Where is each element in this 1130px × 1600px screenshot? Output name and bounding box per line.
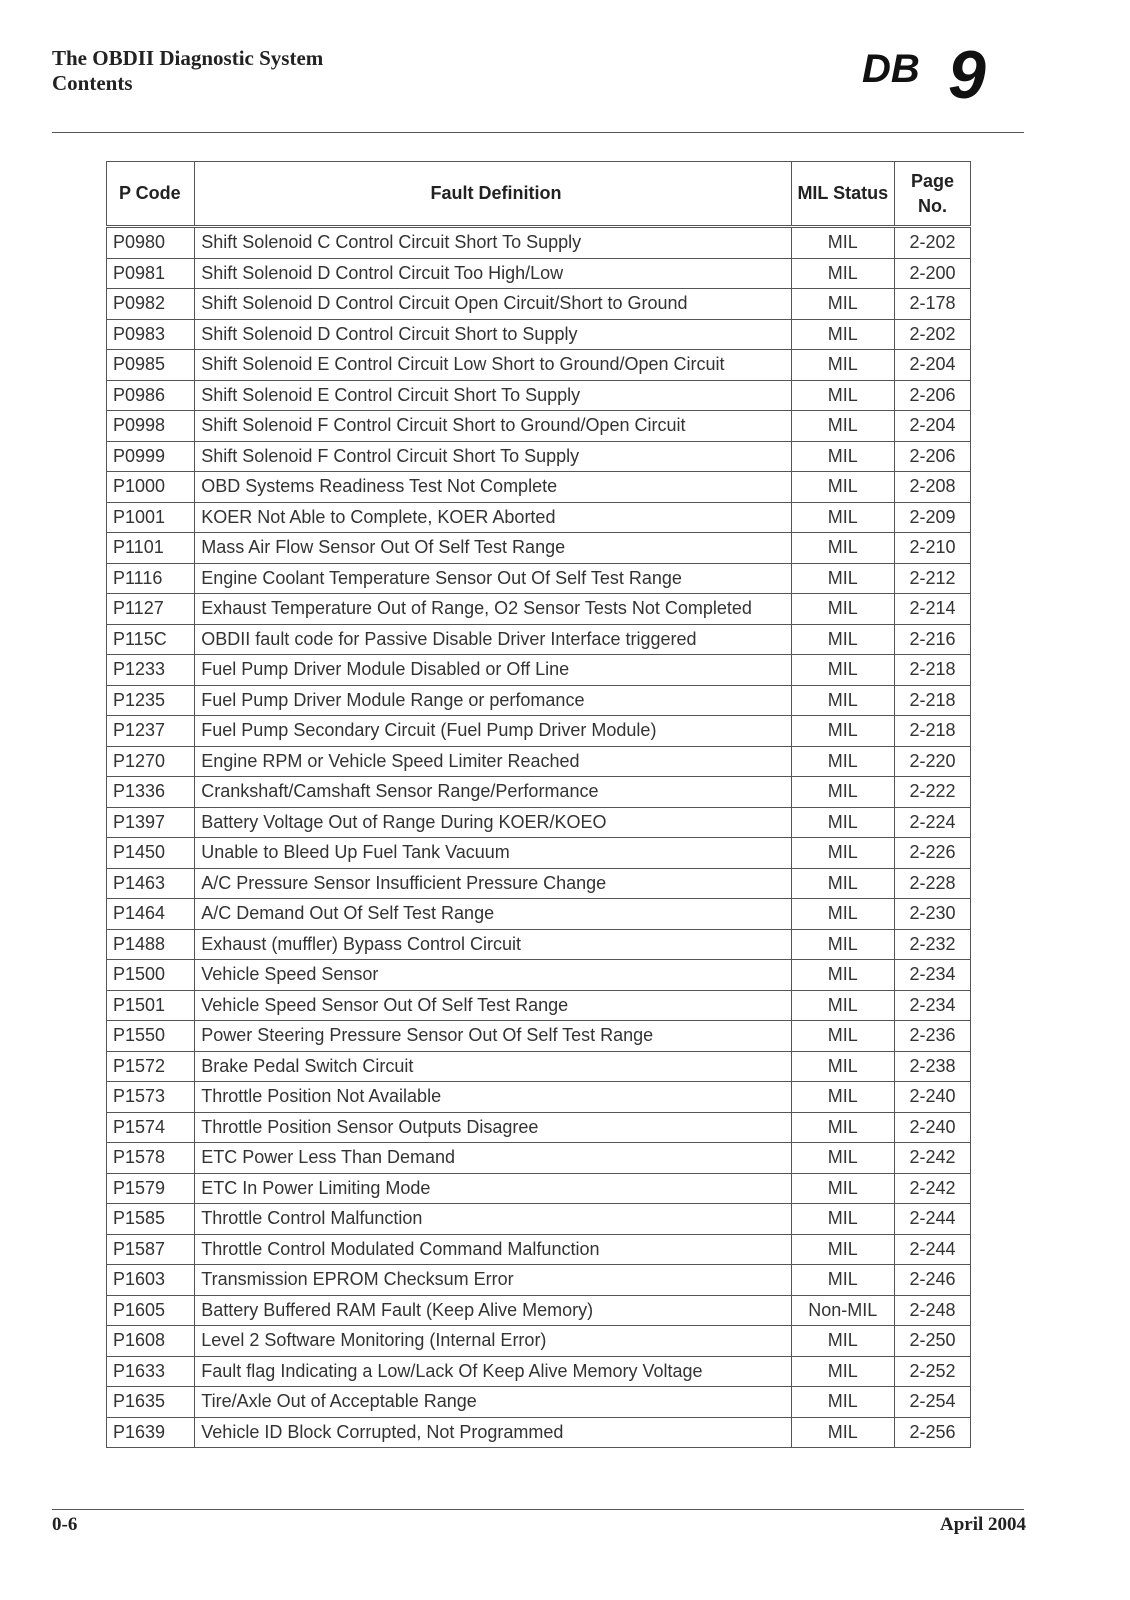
table-row — [107, 1173, 971, 1204]
cell-mil-status: MIL — [791, 350, 894, 381]
cell-mil-status: MIL — [791, 594, 894, 625]
cell-p-code: P1608 — [107, 1326, 195, 1357]
table-row — [107, 380, 971, 411]
table-row — [107, 1265, 971, 1296]
header-page-line-2: No. — [917, 195, 947, 216]
cell-fault-definition: Unable to Bleed Up Fuel Tank Vacuum — [195, 838, 791, 869]
header-p-code: P Code — [107, 162, 195, 227]
cell-mil-status: MIL — [791, 472, 894, 503]
cell-p-code: P1573 — [107, 1082, 195, 1113]
cell-fault-definition: Fault flag Indicating a Low/Lack Of Keep Alive Memory Voltage — [195, 1356, 791, 1387]
table-row — [107, 1295, 971, 1326]
cell-mil-status: MIL — [791, 1326, 894, 1357]
table-row — [107, 472, 971, 503]
table-row — [107, 1051, 971, 1082]
table-row — [107, 350, 971, 381]
table-row — [107, 1112, 971, 1143]
cell-fault-definition: Exhaust Temperature Out of Range, O2 Sensor Tests Not Completed — [195, 594, 791, 625]
cell-page-no: 2-218 — [894, 716, 970, 747]
table-row — [107, 1417, 971, 1448]
cell-p-code: P1550 — [107, 1021, 195, 1052]
cell-mil-status: MIL — [791, 319, 894, 350]
cell-p-code: P0981 — [107, 258, 195, 289]
cell-fault-definition: Shift Solenoid F Control Circuit Short To Supply — [195, 441, 791, 472]
table-row — [107, 777, 971, 808]
cell-page-no: 2-202 — [894, 319, 970, 350]
cell-page-no: 2-244 — [894, 1204, 970, 1235]
cell-p-code: P115C — [107, 624, 195, 655]
cell-page-no: 2-236 — [894, 1021, 970, 1052]
cell-page-no: 2-228 — [894, 868, 970, 899]
cell-p-code: P1633 — [107, 1356, 195, 1387]
title-line-2: Contents — [52, 71, 133, 95]
cell-fault-definition: Vehicle Speed Sensor — [195, 960, 791, 991]
cell-p-code: P1488 — [107, 929, 195, 960]
cell-p-code: P1127 — [107, 594, 195, 625]
cell-p-code: P1397 — [107, 807, 195, 838]
logo-db-text: DB — [862, 47, 920, 91]
table-row — [107, 1387, 971, 1418]
table-row — [107, 990, 971, 1021]
cell-mil-status: MIL — [791, 1234, 894, 1265]
cell-p-code: P1635 — [107, 1387, 195, 1418]
cell-fault-definition: Crankshaft/Camshaft Sensor Range/Performance — [195, 777, 791, 808]
cell-p-code: P1501 — [107, 990, 195, 1021]
cell-mil-status: MIL — [791, 746, 894, 777]
cell-fault-definition: ETC In Power Limiting Mode — [195, 1173, 791, 1204]
cell-p-code: P1639 — [107, 1417, 195, 1448]
cell-fault-definition: Shift Solenoid E Control Circuit Short To Supply — [195, 380, 791, 411]
cell-p-code: P1336 — [107, 777, 195, 808]
cell-p-code: P1572 — [107, 1051, 195, 1082]
cell-mil-status: MIL — [791, 868, 894, 899]
cell-fault-definition: Vehicle Speed Sensor Out Of Self Test Range — [195, 990, 791, 1021]
cell-page-no: 2-240 — [894, 1082, 970, 1113]
cell-mil-status: MIL — [791, 1204, 894, 1235]
cell-p-code: P0983 — [107, 319, 195, 350]
cell-fault-definition: Exhaust (muffler) Bypass Control Circuit — [195, 929, 791, 960]
cell-fault-definition: Tire/Axle Out of Acceptable Range — [195, 1387, 791, 1418]
db9-logo — [862, 44, 1030, 106]
cell-mil-status: MIL — [791, 807, 894, 838]
table-row — [107, 289, 971, 320]
table-row — [107, 685, 971, 716]
cell-page-no: 2-230 — [894, 899, 970, 930]
cell-page-no: 2-209 — [894, 502, 970, 533]
cell-mil-status: MIL — [791, 1387, 894, 1418]
cell-fault-definition: Shift Solenoid D Control Circuit Too High/Low — [195, 258, 791, 289]
cell-p-code: P0985 — [107, 350, 195, 381]
cell-page-no: 2-206 — [894, 441, 970, 472]
cell-fault-definition: Throttle Control Malfunction — [195, 1204, 791, 1235]
cell-fault-definition: OBD Systems Readiness Test Not Complete — [195, 472, 791, 503]
cell-page-no: 2-214 — [894, 594, 970, 625]
cell-p-code: P1574 — [107, 1112, 195, 1143]
cell-p-code: P1450 — [107, 838, 195, 869]
cell-p-code: P1587 — [107, 1234, 195, 1265]
cell-p-code: P1578 — [107, 1143, 195, 1174]
cell-fault-definition: A/C Demand Out Of Self Test Range — [195, 899, 791, 930]
cell-mil-status: MIL — [791, 1021, 894, 1052]
cell-fault-definition: Throttle Position Sensor Outputs Disagree — [195, 1112, 791, 1143]
cell-mil-status: MIL — [791, 1143, 894, 1174]
cell-mil-status: MIL — [791, 289, 894, 320]
table-row — [107, 1234, 971, 1265]
cell-page-no: 2-200 — [894, 258, 970, 289]
cell-fault-definition: Engine Coolant Temperature Sensor Out Of Self Test Range — [195, 563, 791, 594]
cell-mil-status: MIL — [791, 411, 894, 442]
cell-fault-definition: Shift Solenoid F Control Circuit Short to Ground/Open Circuit — [195, 411, 791, 442]
table-row — [107, 502, 971, 533]
cell-mil-status: MIL — [791, 1265, 894, 1296]
table-row — [107, 319, 971, 350]
cell-mil-status: MIL — [791, 685, 894, 716]
table-row — [107, 533, 971, 564]
table-row — [107, 563, 971, 594]
cell-fault-definition: Shift Solenoid E Control Circuit Low Short to Ground/Open Circuit — [195, 350, 791, 381]
cell-mil-status: MIL — [791, 655, 894, 686]
cell-mil-status: MIL — [791, 1112, 894, 1143]
header-fault-definition: Fault Definition — [195, 162, 791, 227]
cell-p-code: P1585 — [107, 1204, 195, 1235]
cell-mil-status: MIL — [791, 716, 894, 747]
cell-mil-status: MIL — [791, 1173, 894, 1204]
cell-mil-status: MIL — [791, 502, 894, 533]
cell-p-code: P1270 — [107, 746, 195, 777]
cell-p-code: P1463 — [107, 868, 195, 899]
cell-page-no: 2-248 — [894, 1295, 970, 1326]
cell-page-no: 2-208 — [894, 472, 970, 503]
table-row — [107, 716, 971, 747]
title-line-1: The OBDII Diagnostic System — [52, 46, 324, 70]
cell-page-no: 2-244 — [894, 1234, 970, 1265]
cell-mil-status: MIL — [791, 960, 894, 991]
table-row — [107, 1204, 971, 1235]
cell-fault-definition: Power Steering Pressure Sensor Out Of Self Test Range — [195, 1021, 791, 1052]
table-row — [107, 899, 971, 930]
header-divider — [52, 132, 1024, 133]
cell-fault-definition: OBDII fault code for Passive Disable Driver Interface triggered — [195, 624, 791, 655]
cell-fault-definition: Engine RPM or Vehicle Speed Limiter Reached — [195, 746, 791, 777]
cell-fault-definition: ETC Power Less Than Demand — [195, 1143, 791, 1174]
table-row — [107, 258, 971, 289]
cell-mil-status: MIL — [791, 990, 894, 1021]
table-row — [107, 838, 971, 869]
cell-p-code: P1605 — [107, 1295, 195, 1326]
cell-mil-status: MIL — [791, 777, 894, 808]
header-page-no — [894, 162, 970, 227]
cell-p-code: P1237 — [107, 716, 195, 747]
page-title — [52, 46, 323, 96]
cell-page-no: 2-204 — [894, 411, 970, 442]
cell-p-code: P1233 — [107, 655, 195, 686]
cell-p-code: P1101 — [107, 533, 195, 564]
cell-p-code: P1603 — [107, 1265, 195, 1296]
cell-fault-definition: Shift Solenoid D Control Circuit Open Circuit/Short to Ground — [195, 289, 791, 320]
cell-p-code: P1235 — [107, 685, 195, 716]
cell-page-no: 2-202 — [894, 227, 970, 259]
fault-code-table — [106, 161, 971, 1448]
table-row — [107, 1082, 971, 1113]
cell-page-no: 2-222 — [894, 777, 970, 808]
table-row — [107, 929, 971, 960]
cell-mil-status: MIL — [791, 227, 894, 259]
table-row — [107, 1021, 971, 1052]
cell-mil-status: MIL — [791, 258, 894, 289]
cell-page-no: 2-238 — [894, 1051, 970, 1082]
cell-p-code: P1500 — [107, 960, 195, 991]
cell-p-code: P0980 — [107, 227, 195, 259]
cell-page-no: 2-220 — [894, 746, 970, 777]
cell-fault-definition: Fuel Pump Driver Module Range or perfomance — [195, 685, 791, 716]
cell-fault-definition: Fuel Pump Secondary Circuit (Fuel Pump Driver Module) — [195, 716, 791, 747]
cell-p-code: P1579 — [107, 1173, 195, 1204]
table-row — [107, 655, 971, 686]
table-row — [107, 807, 971, 838]
cell-fault-definition: Battery Buffered RAM Fault (Keep Alive Memory) — [195, 1295, 791, 1326]
cell-page-no: 2-206 — [894, 380, 970, 411]
cell-mil-status: MIL — [791, 563, 894, 594]
cell-mil-status: MIL — [791, 1051, 894, 1082]
table-row — [107, 227, 971, 259]
cell-page-no: 2-234 — [894, 990, 970, 1021]
cell-p-code: P0986 — [107, 380, 195, 411]
table-row — [107, 960, 971, 991]
cell-mil-status: MIL — [791, 1417, 894, 1448]
cell-p-code: P0982 — [107, 289, 195, 320]
cell-mil-status: MIL — [791, 533, 894, 564]
cell-fault-definition: Fuel Pump Driver Module Disabled or Off Line — [195, 655, 791, 686]
cell-page-no: 2-218 — [894, 655, 970, 686]
cell-page-no: 2-234 — [894, 960, 970, 991]
table-row — [107, 624, 971, 655]
cell-mil-status: MIL — [791, 624, 894, 655]
cell-page-no: 2-226 — [894, 838, 970, 869]
header-mil-status: MIL Status — [791, 162, 894, 227]
cell-fault-definition: KOER Not Able to Complete, KOER Aborted — [195, 502, 791, 533]
table-row — [107, 868, 971, 899]
cell-mil-status: MIL — [791, 838, 894, 869]
cell-page-no: 2-218 — [894, 685, 970, 716]
cell-mil-status: MIL — [791, 899, 894, 930]
cell-fault-definition: Shift Solenoid D Control Circuit Short to Supply — [195, 319, 791, 350]
cell-page-no: 2-210 — [894, 533, 970, 564]
cell-fault-definition: Throttle Control Modulated Command Malfunction — [195, 1234, 791, 1265]
cell-page-no: 2-242 — [894, 1143, 970, 1174]
cell-page-no: 2-242 — [894, 1173, 970, 1204]
table-row — [107, 1356, 971, 1387]
cell-page-no: 2-252 — [894, 1356, 970, 1387]
cell-fault-definition: Throttle Position Not Available — [195, 1082, 791, 1113]
cell-page-no: 2-216 — [894, 624, 970, 655]
cell-page-no: 2-256 — [894, 1417, 970, 1448]
page-number: 0-6 — [52, 1514, 78, 1535]
cell-mil-status: MIL — [791, 929, 894, 960]
cell-page-no: 2-240 — [894, 1112, 970, 1143]
table-row — [107, 441, 971, 472]
table-row — [107, 746, 971, 777]
cell-p-code: P0998 — [107, 411, 195, 442]
table-header-row — [107, 162, 971, 227]
cell-page-no: 2-204 — [894, 350, 970, 381]
table-row — [107, 1143, 971, 1174]
cell-page-no: 2-178 — [894, 289, 970, 320]
cell-page-no: 2-212 — [894, 563, 970, 594]
cell-fault-definition: Brake Pedal Switch Circuit — [195, 1051, 791, 1082]
cell-p-code: P1116 — [107, 563, 195, 594]
cell-p-code: P1464 — [107, 899, 195, 930]
cell-page-no: 2-254 — [894, 1387, 970, 1418]
cell-p-code: P1001 — [107, 502, 195, 533]
footer-divider — [52, 1509, 1024, 1510]
cell-page-no: 2-232 — [894, 929, 970, 960]
cell-fault-definition: Transmission EPROM Checksum Error — [195, 1265, 791, 1296]
cell-p-code: P1000 — [107, 472, 195, 503]
cell-mil-status: MIL — [791, 380, 894, 411]
cell-p-code: P0999 — [107, 441, 195, 472]
cell-page-no: 2-250 — [894, 1326, 970, 1357]
cell-fault-definition: Shift Solenoid C Control Circuit Short To Supply — [195, 227, 791, 259]
publication-date: April 2004 — [939, 1514, 1026, 1535]
cell-mil-status: MIL — [791, 1356, 894, 1387]
cell-fault-definition: Mass Air Flow Sensor Out Of Self Test Range — [195, 533, 791, 564]
cell-fault-definition: A/C Pressure Sensor Insufficient Pressure Change — [195, 868, 791, 899]
cell-fault-definition: Battery Voltage Out of Range During KOER/KOEO — [195, 807, 791, 838]
table-row — [107, 594, 971, 625]
cell-page-no: 2-246 — [894, 1265, 970, 1296]
cell-fault-definition: Level 2 Software Monitoring (Internal Error) — [195, 1326, 791, 1357]
cell-mil-status: Non-MIL — [791, 1295, 894, 1326]
cell-mil-status: MIL — [791, 1082, 894, 1113]
table-row — [107, 411, 971, 442]
cell-mil-status: MIL — [791, 441, 894, 472]
logo-nine-text: 9 — [948, 44, 986, 106]
table-row — [107, 1326, 971, 1357]
cell-fault-definition: Vehicle ID Block Corrupted, Not Programmed — [195, 1417, 791, 1448]
cell-page-no: 2-224 — [894, 807, 970, 838]
header-page-line-1: Page — [910, 170, 954, 191]
